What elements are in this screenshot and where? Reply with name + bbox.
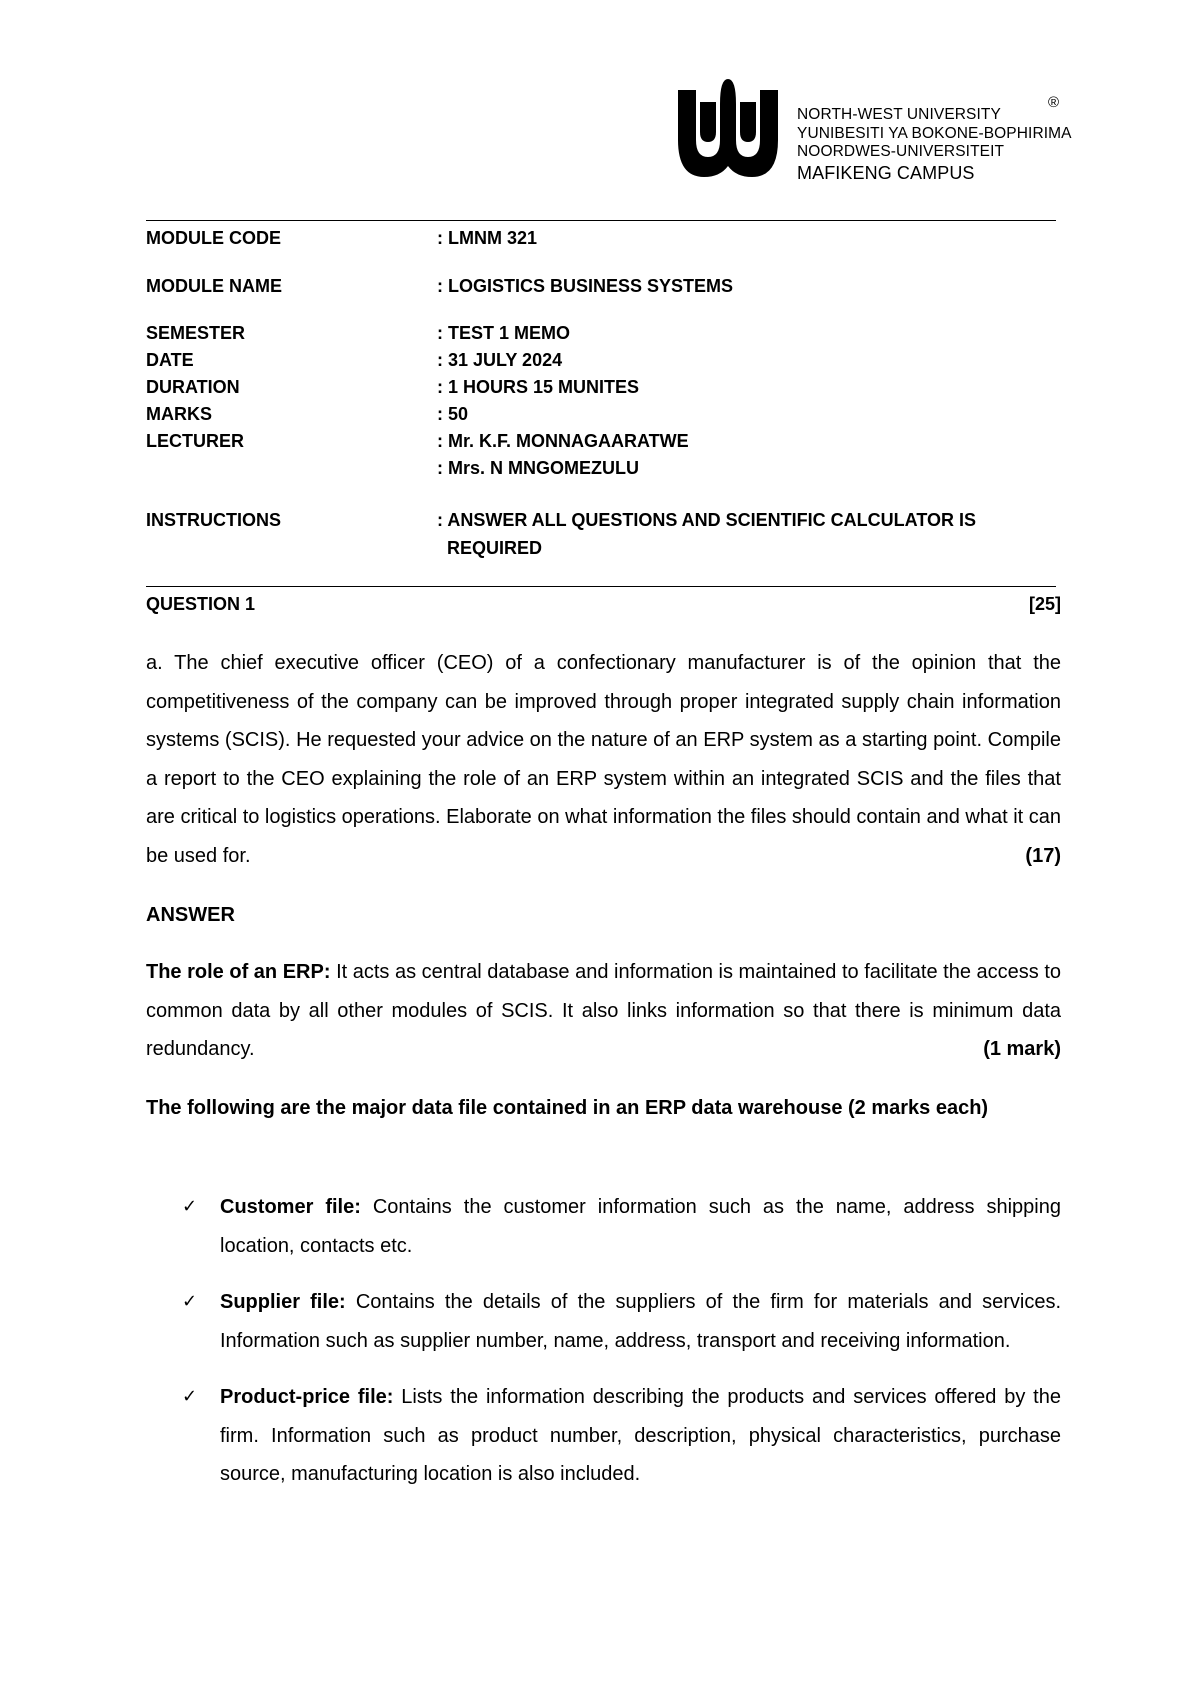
- meta-label: MODULE CODE: [146, 228, 281, 248]
- question-marks: (17): [1025, 844, 1061, 867]
- erp-role-marks: (1 mark): [983, 1038, 1061, 1060]
- file-label: Customer file:: [220, 1196, 361, 1218]
- checkmark-icon: ✓: [182, 1386, 198, 1407]
- meta-value: : 31 JULY 2024: [437, 350, 563, 370]
- meta-value: : 1 HOURS 15 MUNITES: [437, 377, 640, 397]
- campus-name: MAFIKENG CAMPUS: [797, 162, 975, 183]
- question-total-marks: [25]: [1028, 594, 1061, 614]
- list-item: [146, 1283, 1061, 1360]
- university-name-line: NORTH-WEST UNIVERSITY: [797, 106, 1001, 123]
- meta-label: DURATION: [146, 377, 240, 397]
- question-body: a. The chief executive officer (CEO) of a confectionary manufacturer is of the opinion that the competitiveness of the company can be improved through proper integrated supply chain information systems (SCIS). He requested your advice on the nature of an ERP system as a starting point. Compile a report to the CEO explaining the role of an ERP system within an integrated SCIS and the files that are critical to logistics operations. Elaborate on what information the files should contain and what it can be used for.: [146, 652, 1061, 867]
- meta-label: MARKS: [146, 404, 212, 424]
- university-name-line: NOORDWES-UNIVERSITEIT: [797, 143, 1005, 160]
- top-divider: [146, 220, 1056, 221]
- list-item: [146, 1378, 1061, 1494]
- meta-label: DATE: [146, 350, 194, 370]
- checkmark-icon: ✓: [182, 1291, 198, 1312]
- meta-label: MODULE NAME: [146, 276, 282, 296]
- bottom-divider: [146, 586, 1056, 587]
- files-intro: The following are the major data file contained in an ERP data warehouse (2 marks each): [146, 1097, 989, 1119]
- checkmark-icon: ✓: [182, 1196, 198, 1217]
- meta-value: : LOGISTICS BUSINESS SYSTEMS: [437, 276, 734, 296]
- university-name-line: YUNIBESITI YA BOKONE-BOPHIRIMA: [797, 124, 1072, 142]
- meta-label: LECTURER: [146, 431, 244, 451]
- question-text: [146, 644, 1061, 875]
- meta-label: INSTRUCTIONS: [146, 510, 281, 530]
- meta-value: : 50: [437, 404, 469, 424]
- answer-heading: ANSWER: [146, 904, 235, 926]
- meta-value: : ANSWER ALL QUESTIONS AND SCIENTIFIC CALCULATOR IS: [437, 510, 976, 530]
- meta-value: : LMNM 321: [437, 228, 538, 248]
- question-title: QUESTION 1: [146, 594, 256, 614]
- meta-value: REQUIRED: [437, 538, 543, 558]
- meta-label: SEMESTER: [146, 323, 246, 343]
- meta-value: : Mrs. N MNGOMEZULU: [437, 458, 639, 478]
- file-description: Contains the details of the suppliers of the firm for materials and services. Information such as supplier number, name, address, transport and receiving information.: [220, 1291, 1062, 1352]
- university-emblem-icon: [676, 74, 780, 180]
- erp-role-label: The role of an ERP:: [146, 961, 331, 983]
- files-list: [146, 1188, 1061, 1512]
- file-description: Lists the information describing the products and services offered by the firm. Information such as product number, description, physical characteristics, purchase source, manufacturing location is also included.: [220, 1386, 1061, 1485]
- university-name-lines: [797, 106, 1072, 184]
- erp-role-paragraph: [146, 953, 1061, 1069]
- file-description: Contains the customer information such as the name, address shipping location, contacts etc.: [220, 1196, 1061, 1257]
- university-logo: [676, 74, 1076, 186]
- registered-mark: ®: [1048, 94, 1060, 111]
- question-heading: [146, 594, 1061, 615]
- meta-value: : Mr. K.F. MONNAGAARATWE: [437, 431, 689, 451]
- meta-value: : TEST 1 MEMO: [437, 323, 571, 343]
- erp-role-text: It acts as central database and information is maintained to facilitate the access to common data by all other modules of SCIS. It also links information so that there is minimum data redundancy.: [146, 961, 1061, 1060]
- file-label: Supplier file:: [220, 1291, 346, 1313]
- list-item: [146, 1188, 1061, 1265]
- file-label: Product-price file:: [220, 1386, 394, 1408]
